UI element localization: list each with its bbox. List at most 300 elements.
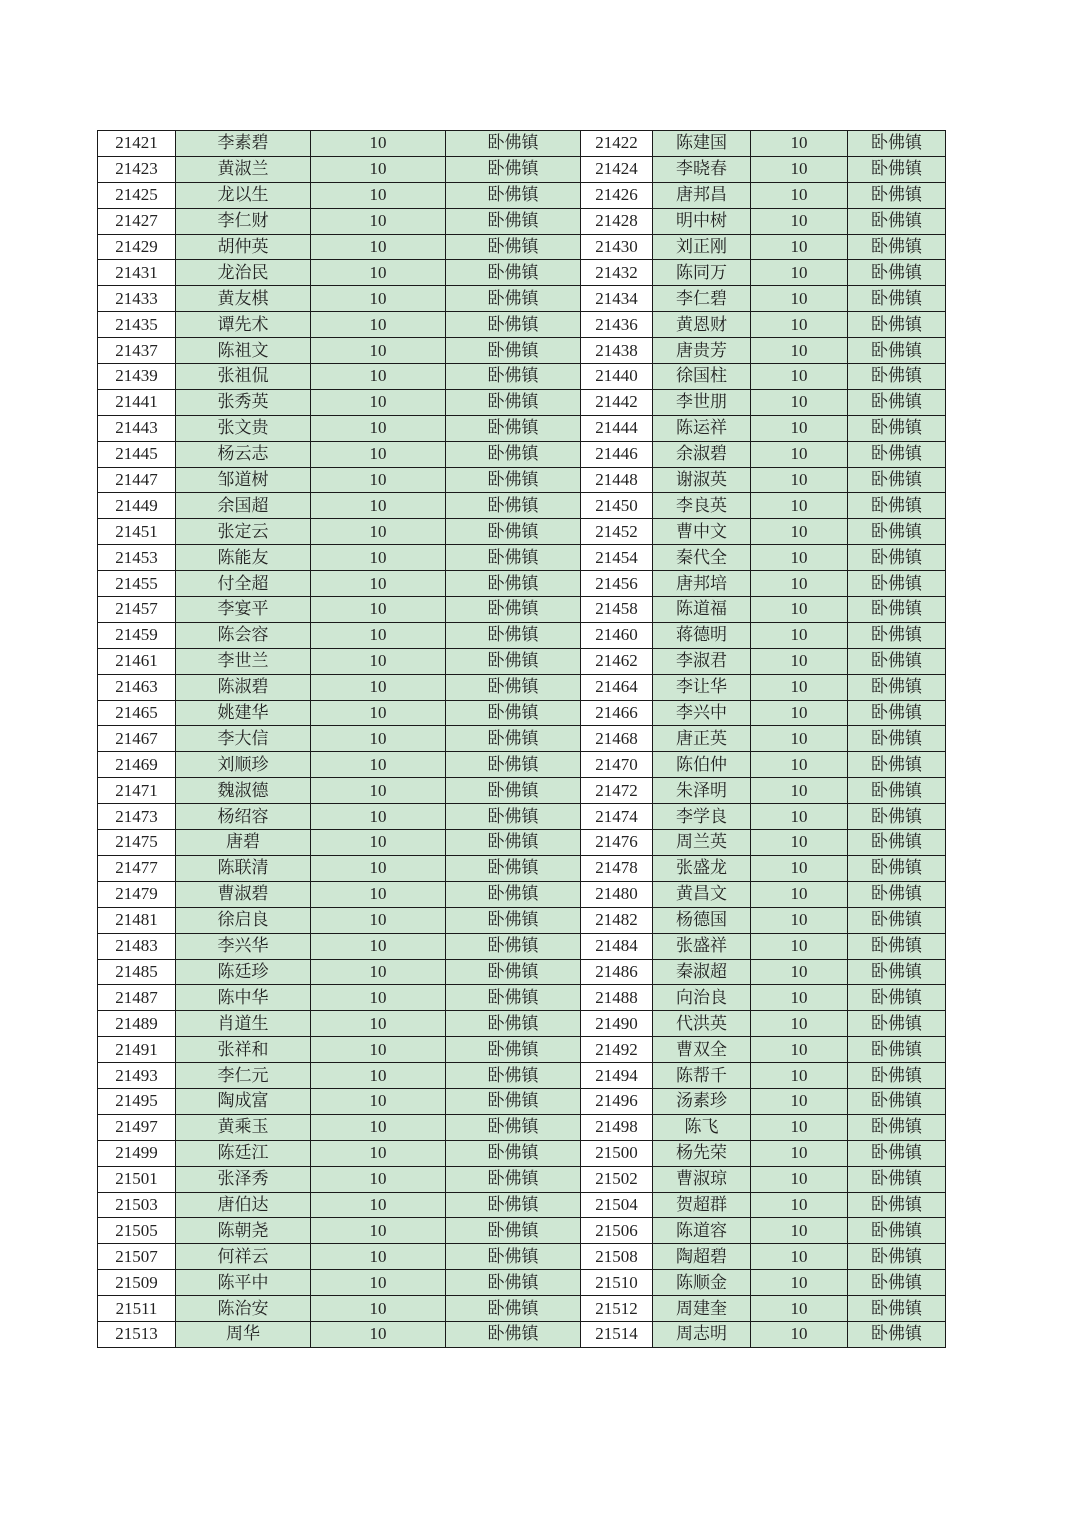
table-row xyxy=(98,364,946,390)
left-amount-cell: 10 xyxy=(311,364,446,390)
right-name-cell: 贺超群 xyxy=(653,1192,751,1218)
left-amount-cell: 10 xyxy=(311,1321,446,1347)
left-record-id-cell: 21499 xyxy=(98,1140,176,1166)
right-town-cell: 卧佛镇 xyxy=(848,597,946,623)
right-name-cell: 陶超碧 xyxy=(653,1244,751,1270)
left-town-cell: 卧佛镇 xyxy=(446,674,581,700)
right-amount-cell: 10 xyxy=(751,338,848,364)
left-record-id-cell: 21421 xyxy=(98,131,176,157)
left-town-cell: 卧佛镇 xyxy=(446,156,581,182)
right-name-cell: 杨德国 xyxy=(653,907,751,933)
right-name-cell: 陈飞 xyxy=(653,1114,751,1140)
left-record-id-cell: 21493 xyxy=(98,1063,176,1089)
left-town-cell: 卧佛镇 xyxy=(446,985,581,1011)
left-amount-cell: 10 xyxy=(311,441,446,467)
right-name-cell: 秦代全 xyxy=(653,545,751,571)
left-town-cell: 卧佛镇 xyxy=(446,804,581,830)
right-amount-cell: 10 xyxy=(751,726,848,752)
right-amount-cell: 10 xyxy=(751,312,848,338)
left-name-cell: 陈祖文 xyxy=(176,338,311,364)
right-amount-cell: 10 xyxy=(751,131,848,157)
left-town-cell: 卧佛镇 xyxy=(446,1296,581,1322)
left-amount-cell: 10 xyxy=(311,1037,446,1063)
right-town-cell: 卧佛镇 xyxy=(848,726,946,752)
left-amount-cell: 10 xyxy=(311,700,446,726)
right-record-id-cell: 21440 xyxy=(581,364,653,390)
left-record-id-cell: 21497 xyxy=(98,1114,176,1140)
right-record-id-cell: 21514 xyxy=(581,1321,653,1347)
left-name-cell: 付全超 xyxy=(176,571,311,597)
left-town-cell: 卧佛镇 xyxy=(446,493,581,519)
right-town-cell: 卧佛镇 xyxy=(848,622,946,648)
right-amount-cell: 10 xyxy=(751,830,848,856)
right-town-cell: 卧佛镇 xyxy=(848,415,946,441)
left-amount-cell: 10 xyxy=(311,312,446,338)
left-name-cell: 姚建华 xyxy=(176,700,311,726)
right-name-cell: 蒋德明 xyxy=(653,622,751,648)
left-name-cell: 何祥云 xyxy=(176,1244,311,1270)
left-name-cell: 张祖侃 xyxy=(176,364,311,390)
right-record-id-cell: 21442 xyxy=(581,389,653,415)
left-name-cell: 刘顺珍 xyxy=(176,752,311,778)
table-row xyxy=(98,182,946,208)
left-amount-cell: 10 xyxy=(311,1166,446,1192)
right-town-cell: 卧佛镇 xyxy=(848,234,946,260)
right-amount-cell: 10 xyxy=(751,855,848,881)
left-record-id-cell: 21451 xyxy=(98,519,176,545)
right-record-id-cell: 21472 xyxy=(581,778,653,804)
table-row xyxy=(98,985,946,1011)
right-town-cell: 卧佛镇 xyxy=(848,881,946,907)
right-amount-cell: 10 xyxy=(751,208,848,234)
right-town-cell: 卧佛镇 xyxy=(848,648,946,674)
right-name-cell: 黄恩财 xyxy=(653,312,751,338)
left-town-cell: 卧佛镇 xyxy=(446,959,581,985)
left-name-cell: 黄乘玉 xyxy=(176,1114,311,1140)
right-name-cell: 李让华 xyxy=(653,674,751,700)
right-record-id-cell: 21496 xyxy=(581,1088,653,1114)
left-amount-cell: 10 xyxy=(311,545,446,571)
right-name-cell: 陈道福 xyxy=(653,597,751,623)
right-town-cell: 卧佛镇 xyxy=(848,1166,946,1192)
left-town-cell: 卧佛镇 xyxy=(446,881,581,907)
table-row xyxy=(98,1114,946,1140)
right-record-id-cell: 21502 xyxy=(581,1166,653,1192)
right-name-cell: 陈帮千 xyxy=(653,1063,751,1089)
right-town-cell: 卧佛镇 xyxy=(848,571,946,597)
right-name-cell: 周志明 xyxy=(653,1321,751,1347)
right-record-id-cell: 21494 xyxy=(581,1063,653,1089)
right-name-cell: 余淑碧 xyxy=(653,441,751,467)
right-record-id-cell: 21430 xyxy=(581,234,653,260)
table-row xyxy=(98,622,946,648)
left-name-cell: 李兴华 xyxy=(176,933,311,959)
right-record-id-cell: 21468 xyxy=(581,726,653,752)
right-amount-cell: 10 xyxy=(751,1270,848,1296)
right-amount-cell: 10 xyxy=(751,778,848,804)
right-amount-cell: 10 xyxy=(751,933,848,959)
right-town-cell: 卧佛镇 xyxy=(848,674,946,700)
left-name-cell: 邹道树 xyxy=(176,467,311,493)
right-amount-cell: 10 xyxy=(751,985,848,1011)
right-town-cell: 卧佛镇 xyxy=(848,208,946,234)
right-town-cell: 卧佛镇 xyxy=(848,933,946,959)
right-town-cell: 卧佛镇 xyxy=(848,959,946,985)
left-town-cell: 卧佛镇 xyxy=(446,260,581,286)
left-name-cell: 龙治民 xyxy=(176,260,311,286)
table-row xyxy=(98,1270,946,1296)
right-record-id-cell: 21498 xyxy=(581,1114,653,1140)
left-amount-cell: 10 xyxy=(311,830,446,856)
table-row xyxy=(98,389,946,415)
left-record-id-cell: 21501 xyxy=(98,1166,176,1192)
right-town-cell: 卧佛镇 xyxy=(848,389,946,415)
right-name-cell: 朱泽明 xyxy=(653,778,751,804)
right-record-id-cell: 21478 xyxy=(581,855,653,881)
left-record-id-cell: 21475 xyxy=(98,830,176,856)
left-amount-cell: 10 xyxy=(311,338,446,364)
table-row xyxy=(98,1321,946,1347)
right-town-cell: 卧佛镇 xyxy=(848,467,946,493)
left-name-cell: 张祥和 xyxy=(176,1037,311,1063)
left-amount-cell: 10 xyxy=(311,597,446,623)
right-amount-cell: 10 xyxy=(751,959,848,985)
roster-table xyxy=(97,130,946,1348)
right-amount-cell: 10 xyxy=(751,182,848,208)
left-town-cell: 卧佛镇 xyxy=(446,855,581,881)
right-name-cell: 李学良 xyxy=(653,804,751,830)
left-record-id-cell: 21441 xyxy=(98,389,176,415)
right-name-cell: 代洪英 xyxy=(653,1011,751,1037)
left-name-cell: 胡仲英 xyxy=(176,234,311,260)
left-record-id-cell: 21449 xyxy=(98,493,176,519)
right-amount-cell: 10 xyxy=(751,415,848,441)
left-town-cell: 卧佛镇 xyxy=(446,1244,581,1270)
right-amount-cell: 10 xyxy=(751,622,848,648)
right-amount-cell: 10 xyxy=(751,389,848,415)
right-record-id-cell: 21504 xyxy=(581,1192,653,1218)
right-name-cell: 李仁碧 xyxy=(653,286,751,312)
right-name-cell: 唐邦昌 xyxy=(653,182,751,208)
table-row xyxy=(98,933,946,959)
left-record-id-cell: 21455 xyxy=(98,571,176,597)
left-town-cell: 卧佛镇 xyxy=(446,208,581,234)
left-name-cell: 张秀英 xyxy=(176,389,311,415)
table-row xyxy=(98,571,946,597)
right-record-id-cell: 21446 xyxy=(581,441,653,467)
left-record-id-cell: 21439 xyxy=(98,364,176,390)
left-name-cell: 李素碧 xyxy=(176,131,311,157)
right-town-cell: 卧佛镇 xyxy=(848,778,946,804)
table-row xyxy=(98,234,946,260)
right-amount-cell: 10 xyxy=(751,1244,848,1270)
table-row xyxy=(98,441,946,467)
right-town-cell: 卧佛镇 xyxy=(848,519,946,545)
left-town-cell: 卧佛镇 xyxy=(446,726,581,752)
table-row xyxy=(98,260,946,286)
right-record-id-cell: 21460 xyxy=(581,622,653,648)
left-town-cell: 卧佛镇 xyxy=(446,1114,581,1140)
left-record-id-cell: 21483 xyxy=(98,933,176,959)
right-amount-cell: 10 xyxy=(751,752,848,778)
left-name-cell: 陈廷江 xyxy=(176,1140,311,1166)
right-amount-cell: 10 xyxy=(751,1011,848,1037)
right-name-cell: 李晓春 xyxy=(653,156,751,182)
left-name-cell: 杨绍容 xyxy=(176,804,311,830)
right-town-cell: 卧佛镇 xyxy=(848,804,946,830)
table-row xyxy=(98,1063,946,1089)
right-name-cell: 陈道容 xyxy=(653,1218,751,1244)
right-name-cell: 向治良 xyxy=(653,985,751,1011)
left-name-cell: 陈淑碧 xyxy=(176,674,311,700)
left-amount-cell: 10 xyxy=(311,985,446,1011)
right-town-cell: 卧佛镇 xyxy=(848,493,946,519)
right-town-cell: 卧佛镇 xyxy=(848,1037,946,1063)
right-town-cell: 卧佛镇 xyxy=(848,1011,946,1037)
left-town-cell: 卧佛镇 xyxy=(446,234,581,260)
table-row xyxy=(98,1011,946,1037)
left-town-cell: 卧佛镇 xyxy=(446,597,581,623)
right-name-cell: 李兴中 xyxy=(653,700,751,726)
left-record-id-cell: 21437 xyxy=(98,338,176,364)
right-town-cell: 卧佛镇 xyxy=(848,1244,946,1270)
left-name-cell: 曹淑碧 xyxy=(176,881,311,907)
right-record-id-cell: 21452 xyxy=(581,519,653,545)
left-town-cell: 卧佛镇 xyxy=(446,415,581,441)
left-record-id-cell: 21459 xyxy=(98,622,176,648)
right-record-id-cell: 21476 xyxy=(581,830,653,856)
left-record-id-cell: 21479 xyxy=(98,881,176,907)
right-record-id-cell: 21484 xyxy=(581,933,653,959)
left-town-cell: 卧佛镇 xyxy=(446,1166,581,1192)
right-town-cell: 卧佛镇 xyxy=(848,985,946,1011)
left-amount-cell: 10 xyxy=(311,752,446,778)
left-amount-cell: 10 xyxy=(311,648,446,674)
right-record-id-cell: 21432 xyxy=(581,260,653,286)
left-name-cell: 陶成富 xyxy=(176,1088,311,1114)
right-name-cell: 陈建国 xyxy=(653,131,751,157)
right-town-cell: 卧佛镇 xyxy=(848,156,946,182)
left-amount-cell: 10 xyxy=(311,855,446,881)
right-amount-cell: 10 xyxy=(751,648,848,674)
left-town-cell: 卧佛镇 xyxy=(446,467,581,493)
left-name-cell: 陈联清 xyxy=(176,855,311,881)
left-amount-cell: 10 xyxy=(311,1218,446,1244)
left-record-id-cell: 21453 xyxy=(98,545,176,571)
left-town-cell: 卧佛镇 xyxy=(446,752,581,778)
left-name-cell: 陈朝尧 xyxy=(176,1218,311,1244)
right-amount-cell: 10 xyxy=(751,1140,848,1166)
table-row xyxy=(98,881,946,907)
right-amount-cell: 10 xyxy=(751,674,848,700)
left-name-cell: 张定云 xyxy=(176,519,311,545)
right-amount-cell: 10 xyxy=(751,1166,848,1192)
right-amount-cell: 10 xyxy=(751,545,848,571)
right-record-id-cell: 21480 xyxy=(581,881,653,907)
left-record-id-cell: 21427 xyxy=(98,208,176,234)
left-town-cell: 卧佛镇 xyxy=(446,338,581,364)
left-record-id-cell: 21445 xyxy=(98,441,176,467)
left-amount-cell: 10 xyxy=(311,208,446,234)
left-amount-cell: 10 xyxy=(311,778,446,804)
right-name-cell: 曹淑琼 xyxy=(653,1166,751,1192)
left-name-cell: 陈能友 xyxy=(176,545,311,571)
left-record-id-cell: 21425 xyxy=(98,182,176,208)
right-record-id-cell: 21434 xyxy=(581,286,653,312)
table-row xyxy=(98,959,946,985)
right-name-cell: 周兰英 xyxy=(653,830,751,856)
right-record-id-cell: 21506 xyxy=(581,1218,653,1244)
right-town-cell: 卧佛镇 xyxy=(848,131,946,157)
left-amount-cell: 10 xyxy=(311,131,446,157)
left-town-cell: 卧佛镇 xyxy=(446,778,581,804)
table-row xyxy=(98,1140,946,1166)
left-record-id-cell: 21457 xyxy=(98,597,176,623)
right-amount-cell: 10 xyxy=(751,1321,848,1347)
table-row xyxy=(98,519,946,545)
right-name-cell: 唐正英 xyxy=(653,726,751,752)
left-amount-cell: 10 xyxy=(311,1140,446,1166)
left-town-cell: 卧佛镇 xyxy=(446,830,581,856)
right-record-id-cell: 21450 xyxy=(581,493,653,519)
right-name-cell: 陈顺金 xyxy=(653,1270,751,1296)
left-name-cell: 周华 xyxy=(176,1321,311,1347)
left-name-cell: 唐碧 xyxy=(176,830,311,856)
right-town-cell: 卧佛镇 xyxy=(848,1140,946,1166)
right-record-id-cell: 21488 xyxy=(581,985,653,1011)
table-row xyxy=(98,1166,946,1192)
left-record-id-cell: 21513 xyxy=(98,1321,176,1347)
left-amount-cell: 10 xyxy=(311,907,446,933)
right-record-id-cell: 21428 xyxy=(581,208,653,234)
left-record-id-cell: 21489 xyxy=(98,1011,176,1037)
right-town-cell: 卧佛镇 xyxy=(848,830,946,856)
table-row xyxy=(98,726,946,752)
table-row xyxy=(98,415,946,441)
right-town-cell: 卧佛镇 xyxy=(848,286,946,312)
left-record-id-cell: 21509 xyxy=(98,1270,176,1296)
left-amount-cell: 10 xyxy=(311,959,446,985)
left-town-cell: 卧佛镇 xyxy=(446,1011,581,1037)
table-row xyxy=(98,1244,946,1270)
left-town-cell: 卧佛镇 xyxy=(446,389,581,415)
left-town-cell: 卧佛镇 xyxy=(446,131,581,157)
right-record-id-cell: 21454 xyxy=(581,545,653,571)
table-row xyxy=(98,597,946,623)
right-amount-cell: 10 xyxy=(751,804,848,830)
table-row xyxy=(98,1296,946,1322)
right-record-id-cell: 21438 xyxy=(581,338,653,364)
left-amount-cell: 10 xyxy=(311,182,446,208)
right-record-id-cell: 21492 xyxy=(581,1037,653,1063)
left-name-cell: 陈治安 xyxy=(176,1296,311,1322)
left-amount-cell: 10 xyxy=(311,674,446,700)
right-record-id-cell: 21436 xyxy=(581,312,653,338)
left-town-cell: 卧佛镇 xyxy=(446,571,581,597)
left-amount-cell: 10 xyxy=(311,881,446,907)
right-amount-cell: 10 xyxy=(751,1218,848,1244)
left-record-id-cell: 21503 xyxy=(98,1192,176,1218)
right-town-cell: 卧佛镇 xyxy=(848,1296,946,1322)
right-amount-cell: 10 xyxy=(751,286,848,312)
right-name-cell: 陈同万 xyxy=(653,260,751,286)
right-name-cell: 李良英 xyxy=(653,493,751,519)
right-amount-cell: 10 xyxy=(751,571,848,597)
left-amount-cell: 10 xyxy=(311,1296,446,1322)
left-town-cell: 卧佛镇 xyxy=(446,1037,581,1063)
left-amount-cell: 10 xyxy=(311,467,446,493)
right-town-cell: 卧佛镇 xyxy=(848,1270,946,1296)
left-town-cell: 卧佛镇 xyxy=(446,182,581,208)
right-name-cell: 秦淑超 xyxy=(653,959,751,985)
right-amount-cell: 10 xyxy=(751,156,848,182)
table-row xyxy=(98,545,946,571)
left-amount-cell: 10 xyxy=(311,1011,446,1037)
table-row xyxy=(98,1037,946,1063)
table-row xyxy=(98,752,946,778)
left-town-cell: 卧佛镇 xyxy=(446,907,581,933)
left-amount-cell: 10 xyxy=(311,571,446,597)
right-record-id-cell: 21422 xyxy=(581,131,653,157)
right-name-cell: 曹双全 xyxy=(653,1037,751,1063)
right-town-cell: 卧佛镇 xyxy=(848,700,946,726)
left-name-cell: 杨云志 xyxy=(176,441,311,467)
right-town-cell: 卧佛镇 xyxy=(848,338,946,364)
left-record-id-cell: 21461 xyxy=(98,648,176,674)
right-town-cell: 卧佛镇 xyxy=(848,1114,946,1140)
table-row xyxy=(98,1192,946,1218)
left-amount-cell: 10 xyxy=(311,234,446,260)
right-amount-cell: 10 xyxy=(751,597,848,623)
right-record-id-cell: 21462 xyxy=(581,648,653,674)
left-name-cell: 肖道生 xyxy=(176,1011,311,1037)
left-name-cell: 张泽秀 xyxy=(176,1166,311,1192)
left-record-id-cell: 21447 xyxy=(98,467,176,493)
right-town-cell: 卧佛镇 xyxy=(848,907,946,933)
right-amount-cell: 10 xyxy=(751,1037,848,1063)
table-row xyxy=(98,312,946,338)
table-row xyxy=(98,493,946,519)
left-amount-cell: 10 xyxy=(311,1192,446,1218)
left-record-id-cell: 21511 xyxy=(98,1296,176,1322)
right-record-id-cell: 21444 xyxy=(581,415,653,441)
left-amount-cell: 10 xyxy=(311,1114,446,1140)
left-town-cell: 卧佛镇 xyxy=(446,441,581,467)
left-town-cell: 卧佛镇 xyxy=(446,648,581,674)
right-amount-cell: 10 xyxy=(751,234,848,260)
left-amount-cell: 10 xyxy=(311,415,446,441)
left-name-cell: 谭先术 xyxy=(176,312,311,338)
table-row xyxy=(98,338,946,364)
left-record-id-cell: 21473 xyxy=(98,804,176,830)
left-name-cell: 黄淑兰 xyxy=(176,156,311,182)
left-town-cell: 卧佛镇 xyxy=(446,1192,581,1218)
right-amount-cell: 10 xyxy=(751,1114,848,1140)
right-amount-cell: 10 xyxy=(751,441,848,467)
left-amount-cell: 10 xyxy=(311,1244,446,1270)
left-record-id-cell: 21465 xyxy=(98,700,176,726)
right-record-id-cell: 21508 xyxy=(581,1244,653,1270)
right-record-id-cell: 21490 xyxy=(581,1011,653,1037)
right-name-cell: 徐国柱 xyxy=(653,364,751,390)
right-record-id-cell: 21426 xyxy=(581,182,653,208)
left-town-cell: 卧佛镇 xyxy=(446,1321,581,1347)
left-name-cell: 张文贵 xyxy=(176,415,311,441)
left-town-cell: 卧佛镇 xyxy=(446,700,581,726)
left-record-id-cell: 21507 xyxy=(98,1244,176,1270)
right-name-cell: 黄昌文 xyxy=(653,881,751,907)
table-row xyxy=(98,855,946,881)
